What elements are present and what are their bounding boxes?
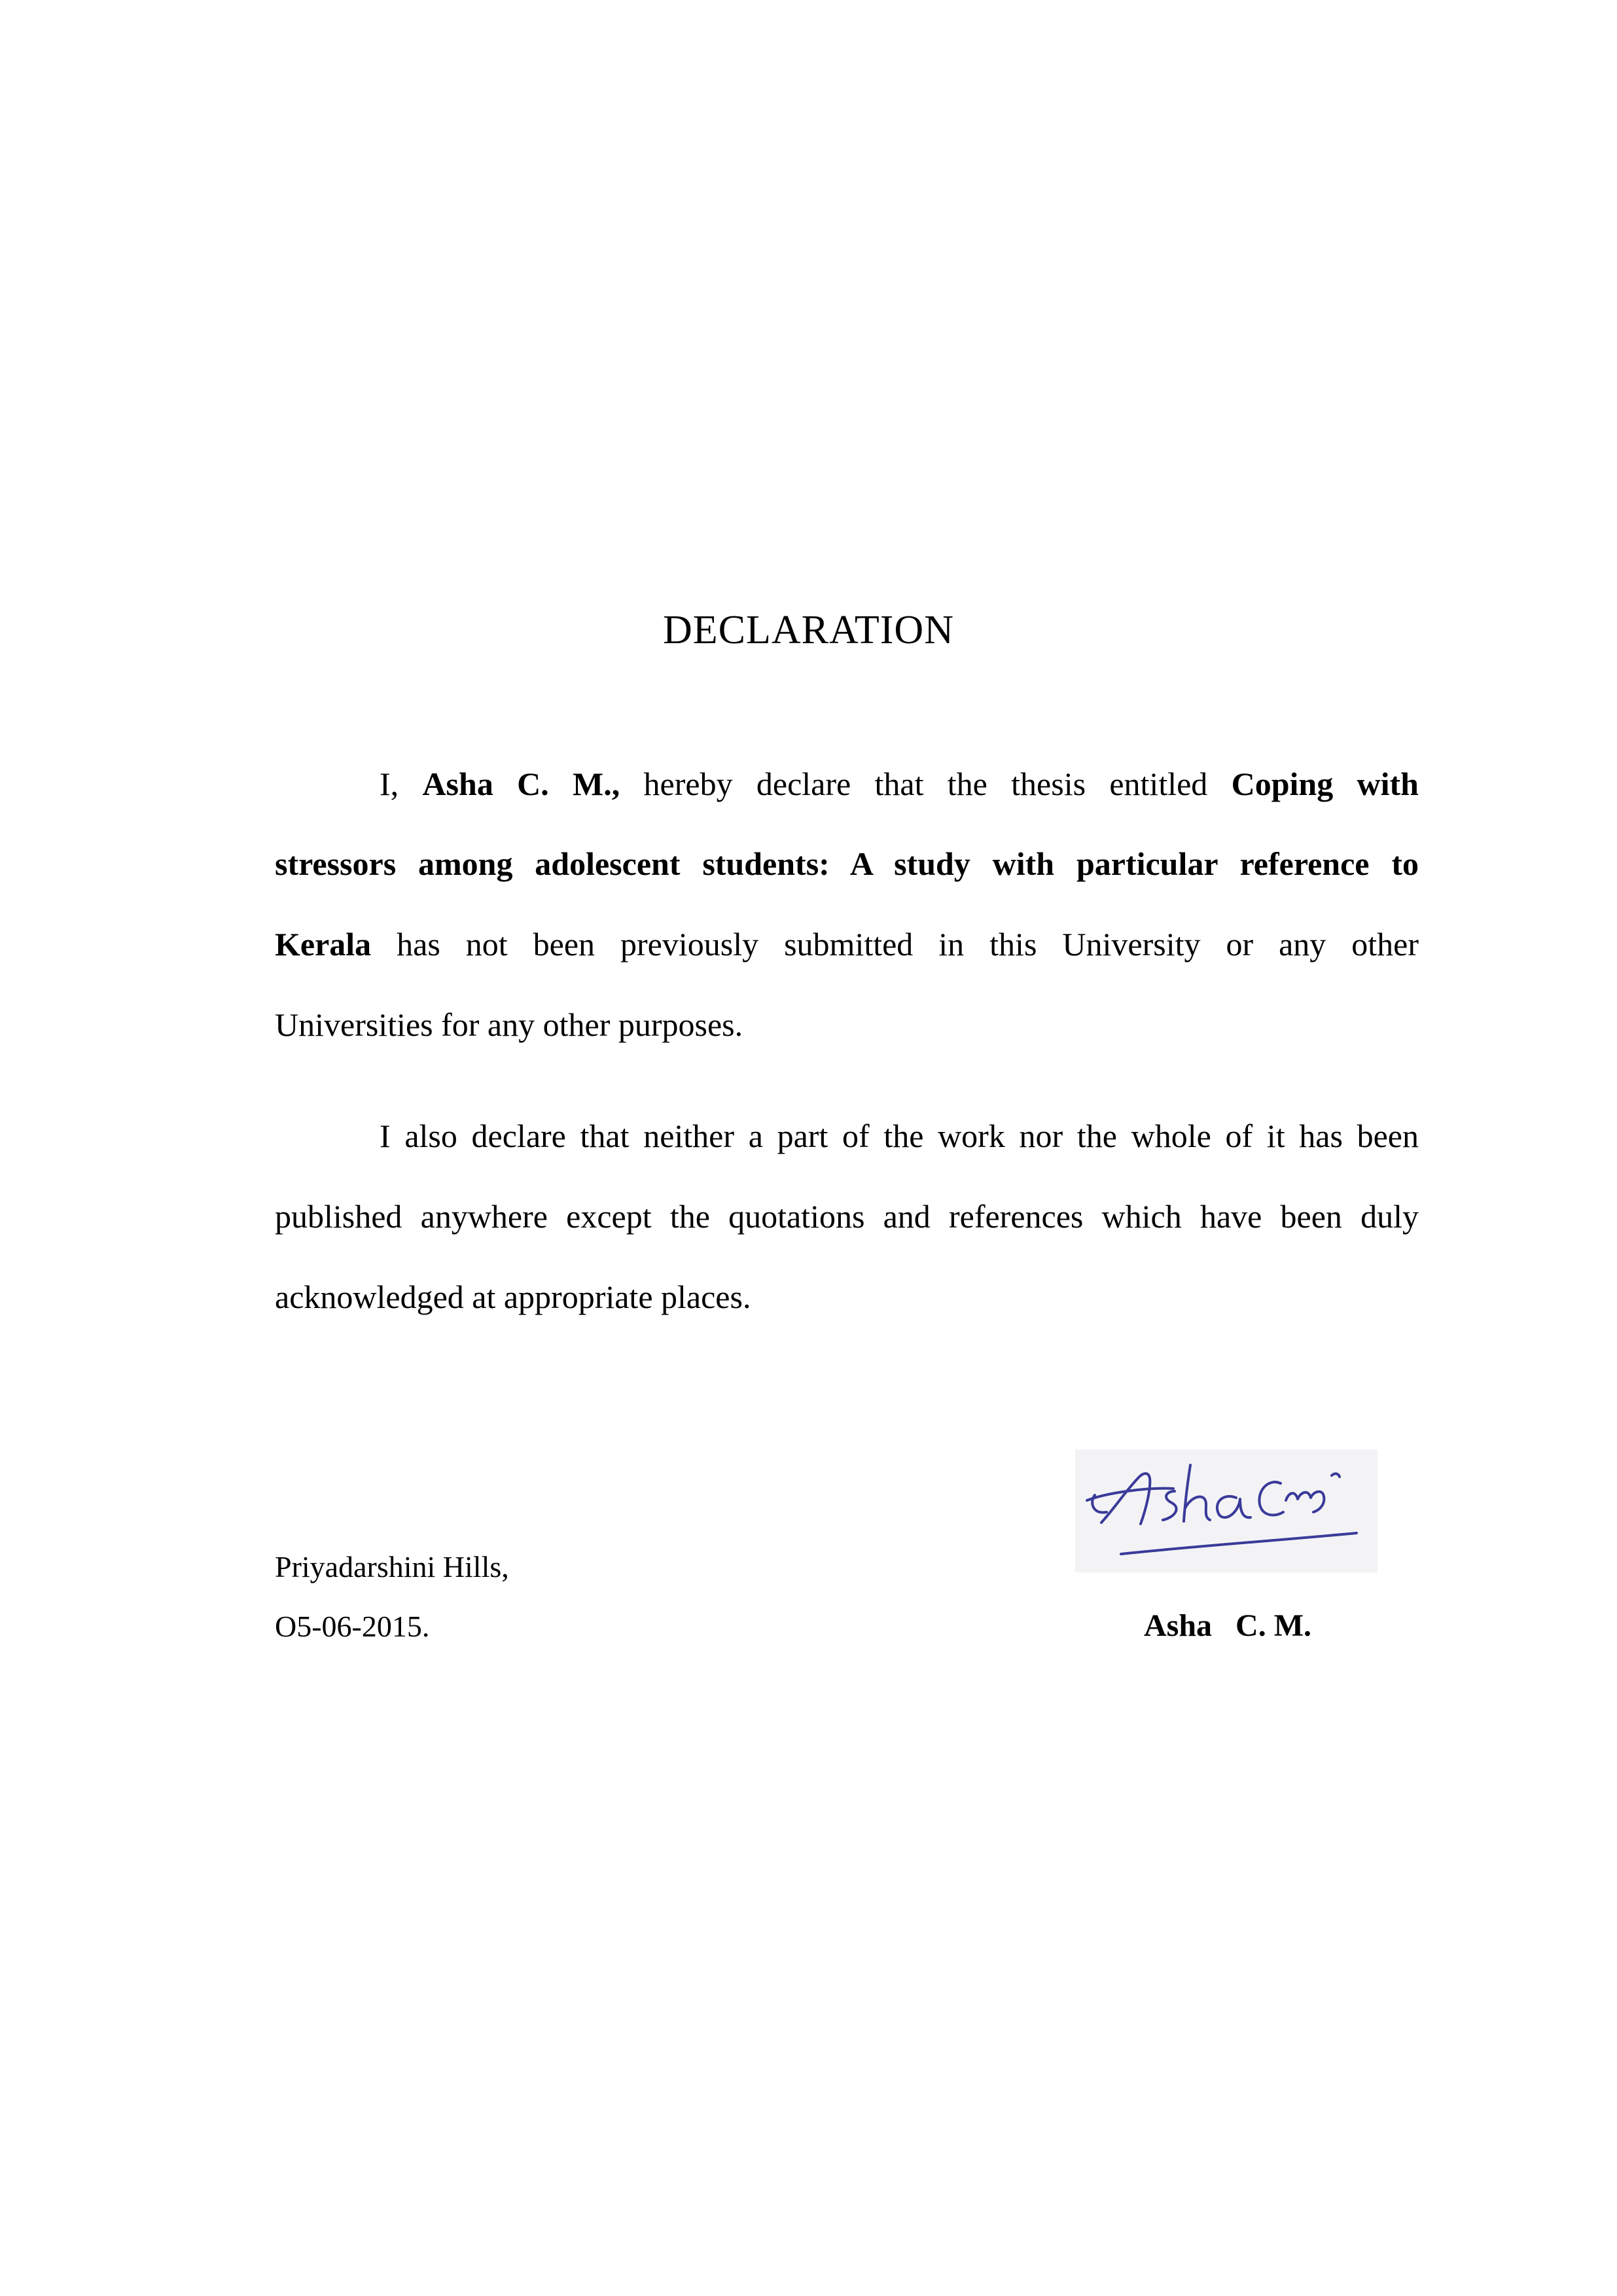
p1-line1-pre: I, [380,766,423,802]
thesis-title-middle: stressors among adolescent students: A study with particular reference to [275,845,1419,882]
paragraph2-line3: acknowledged at appropriate places. [275,1279,751,1315]
paragraph1-line2 [275,844,1419,883]
paragraph1-line4: Universities for any other purposes. [275,1006,743,1043]
paragraph1-line1 [275,764,1419,804]
author-name-inline: Asha C. M., [422,766,620,802]
paragraph1-line3 [275,925,1419,964]
date-text: O5-06-2015. [275,1610,430,1643]
handwritten-signature [1075,1449,1377,1572]
thesis-title-start: Coping with [1231,766,1419,802]
thesis-title-end: Kerala [275,926,372,963]
signature-image [1075,1449,1377,1572]
paragraph2-line1: I also declare that neither a part of the work nor the whole of it has been [380,1118,1419,1154]
p1-line1-mid: hereby declare that the thesis entitled [620,766,1232,802]
author-name-signature: Asha C. M. [1144,1608,1312,1643]
place-text: Priyadarshini Hills, [275,1550,509,1583]
paragraph2-line2: published anywhere except the quotations and references which have been duly [275,1198,1419,1235]
p1-line3-rest: has not been previously submitted in this University or any other [397,926,1419,963]
page-title: DECLARATION [663,608,954,652]
